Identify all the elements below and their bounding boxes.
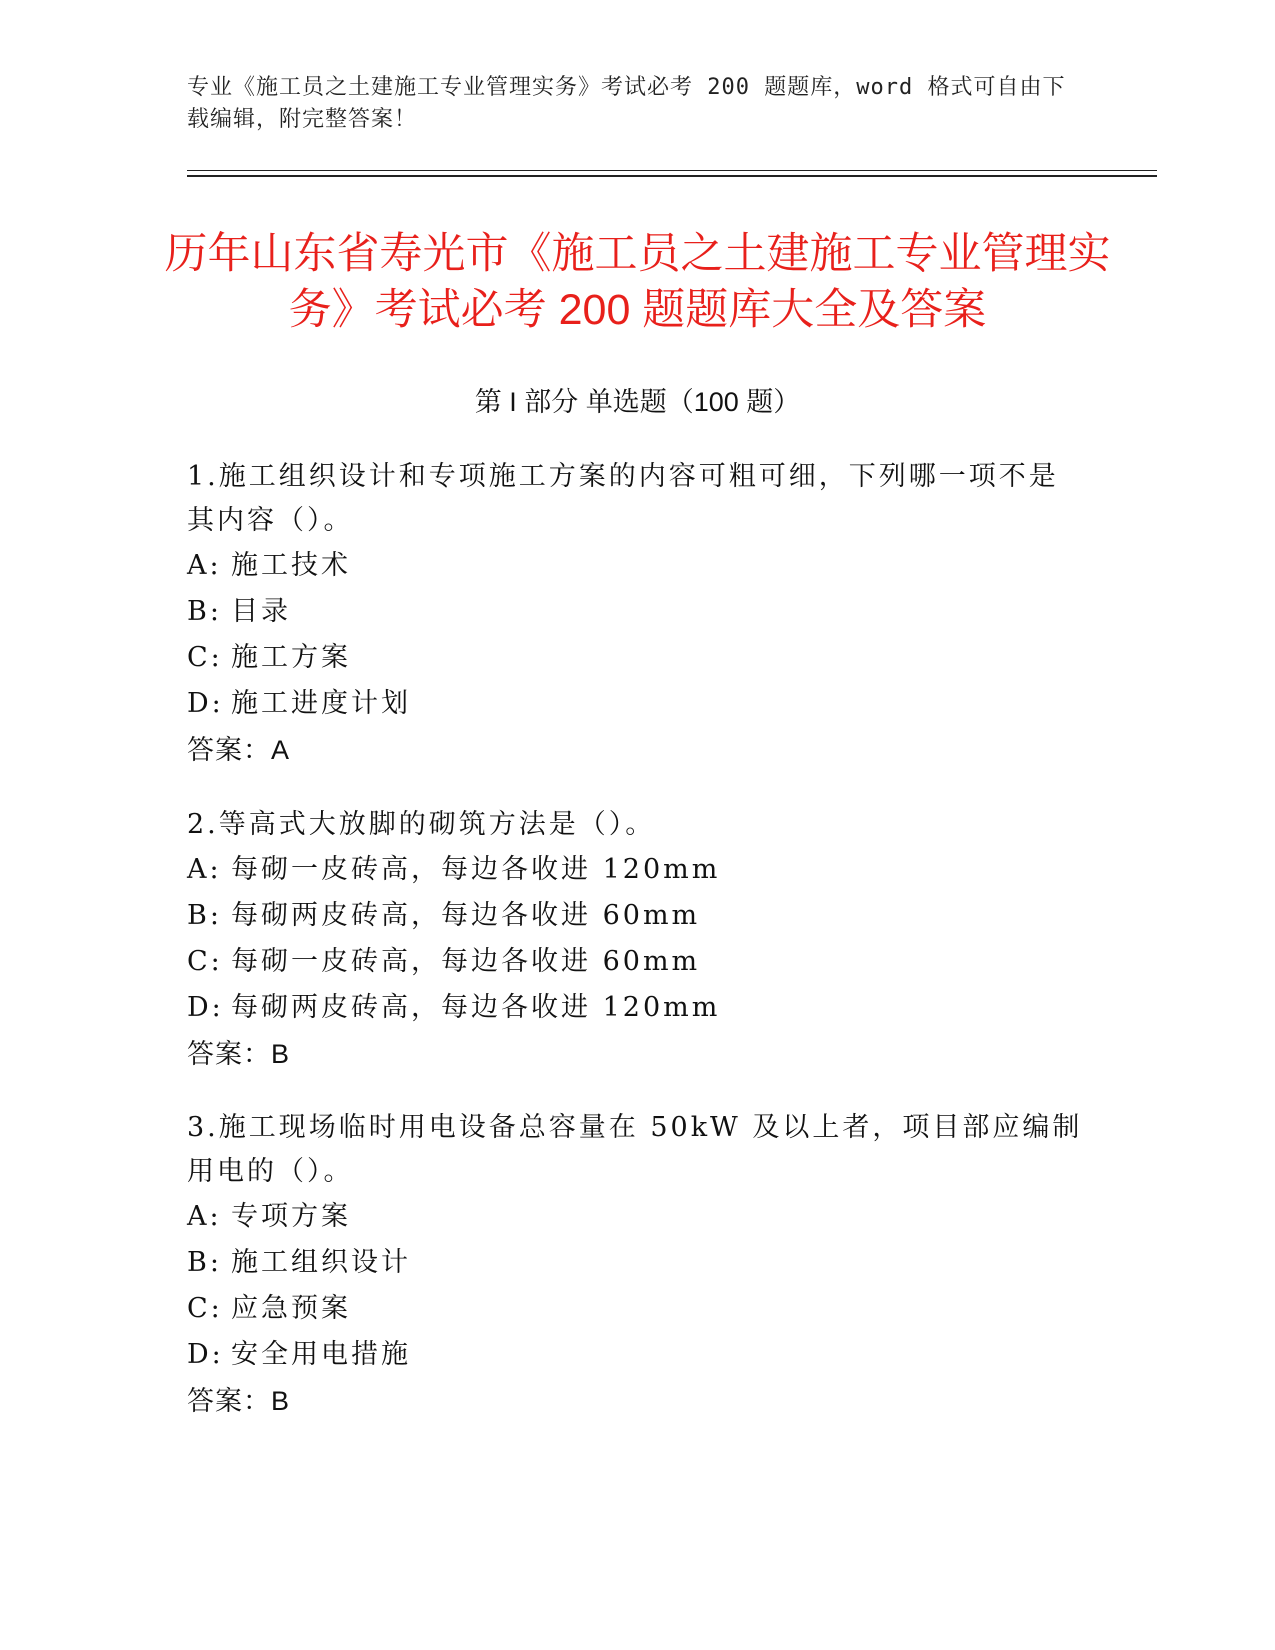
option-a: [187, 543, 1087, 589]
option-letter: B:: [187, 1247, 222, 1278]
option-letter: D:: [187, 1339, 224, 1370]
option-text: 目录: [231, 596, 291, 627]
option-letter: B:: [187, 596, 222, 627]
option-d: [187, 985, 1087, 1031]
option-text: 每砌一皮砖高，每边各收进 60mm: [231, 946, 701, 977]
question-stem: 3.施工现场临时用电设备总容量在 50kW 及以上者，项目部应编制用电的（）。: [187, 1112, 1083, 1187]
option-letter: C:: [187, 642, 223, 673]
option-a: [187, 1194, 1087, 1240]
option-letter: D:: [187, 992, 224, 1023]
option-text: 施工组织设计: [231, 1247, 411, 1278]
option-d: [187, 681, 1087, 727]
option-b: [187, 589, 1087, 635]
option-c: [187, 635, 1087, 681]
header-divider-bottom: [187, 175, 1157, 177]
option-letter: D:: [187, 688, 224, 719]
option-letter: A:: [187, 550, 222, 581]
answer-line: 答案：A: [187, 735, 291, 765]
option-text: 每砌两皮砖高，每边各收进 60mm: [231, 900, 701, 931]
question-1: [187, 455, 1087, 773]
option-c: [187, 939, 1087, 985]
option-text: 每砌一皮砖高，每边各收进 120mm: [231, 854, 721, 885]
option-letter: B:: [187, 900, 222, 931]
option-b: [187, 1240, 1087, 1286]
answer-line: 答案：B: [187, 1386, 291, 1416]
option-text: 施工方案: [231, 642, 351, 673]
option-text: 施工进度计划: [231, 688, 411, 719]
option-letter: A:: [187, 1201, 222, 1232]
question-stem: 2.等高式大放脚的砌筑方法是（）。: [187, 809, 656, 840]
option-c: [187, 1286, 1087, 1332]
section-heading: 第 I 部分 单选题（100 题）: [474, 387, 801, 417]
option-letter: C:: [187, 946, 223, 977]
option-text: 施工技术: [231, 550, 351, 581]
option-letter: A:: [187, 854, 222, 885]
question-2: [187, 803, 1087, 1077]
question-stem: 1.施工组织设计和专项施工方案的内容可粗可细，下列哪一项不是其内容（）。: [187, 461, 1059, 536]
option-text: 安全用电措施: [231, 1339, 411, 1370]
option-d: [187, 1332, 1087, 1378]
answer-line: 答案：B: [187, 1039, 291, 1069]
option-text: 专项方案: [231, 1201, 351, 1232]
option-text: 应急预案: [231, 1293, 351, 1324]
header-note: 专业《施工员之土建施工专业管理实务》考试必考 200 题题库，word 格式可自由下载编辑，附完整答案！: [187, 75, 1066, 132]
option-text: 每砌两皮砖高，每边各收进 120mm: [231, 992, 721, 1023]
option-letter: C:: [187, 1293, 223, 1324]
option-b: [187, 893, 1087, 939]
question-3: [187, 1106, 1087, 1424]
document-title: 历年山东省寿光市《施工员之土建施工专业管理实务》考试必考 200 题题库大全及答案: [164, 230, 1111, 334]
header-divider-top: [187, 170, 1157, 171]
option-a: [187, 847, 1087, 893]
